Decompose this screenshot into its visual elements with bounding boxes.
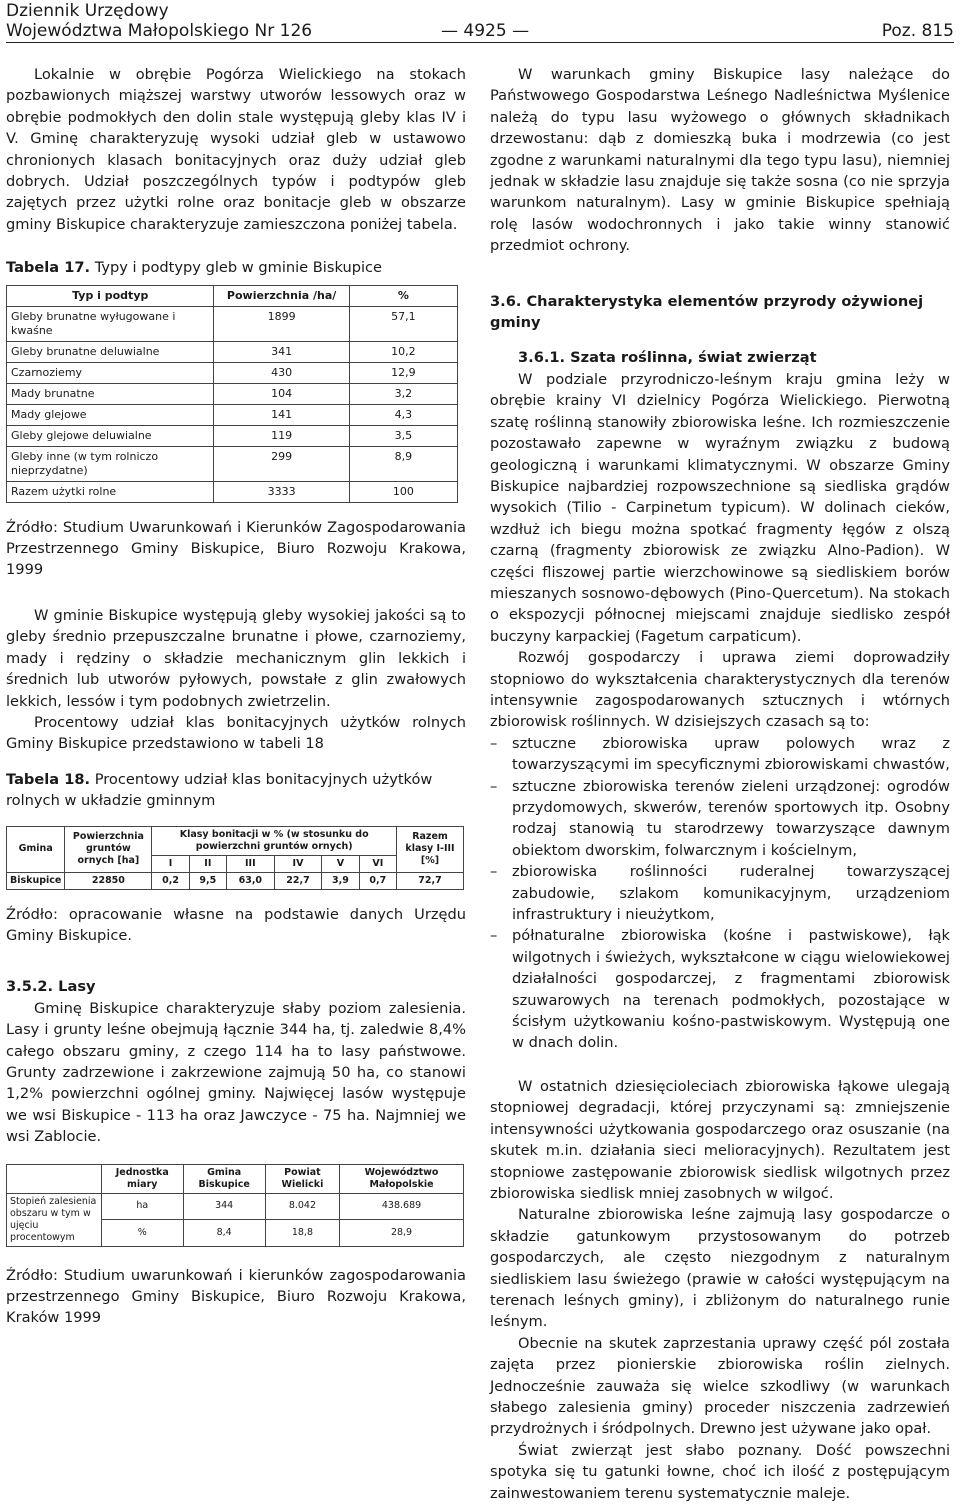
list-item: – sztuczne zbiorowiska upraw polowych wraz z towarzyszącymi im specyficznymi zbiorowiskami chwastów, [490,733,950,776]
column-header: Typ i podtyp [7,285,214,306]
table-row [7,341,458,362]
cell: 430 [214,362,349,383]
paragraph: Świat zwierząt jest słabo poznany. Dość powszechni spotyka się tu gatunki łowne, choć ich ilość z postępującym zainwestowaniem terenu systematycznie maleje. [490,1441,950,1502]
cell: 8.042 [265,1193,339,1220]
paragraph: Lokalnie w obrębie Pogórza Wielickiego na stokach pozbawionych miąższej warstwy utworów lessowych oraz w obrębie podmokłych den dolin stale występują gleby klas IV i V. Gminę charakteryzuję wysoki udział gleb w ustawowo chronionych klasach bonitacyjnych oraz duży udział gleb dobrych. Udział poszczególnych typów i podtypów gleb zajętych przez użytki rolne oraz bonitacje gleb w obszarze gminy Biskupice charakteryzuje zamieszczona poniżej tabela. [6,66,466,233]
column-header: Powiat Wielicki [265,1164,339,1193]
paragraph: Naturalne zbiorowiska leśne zajmują lasy gospodarcze o składzie gatunkowym przystosowanym do potrzeb gospodarczych, ale często niezgodnym z naturalnym siedliskiem lasu świeżego (prawie w całości występującym na terenach leśnych gminy), i zbliżonym do naturalnego runie leśnym. [490,1206,950,1331]
cell: 0,7 [359,872,396,889]
cell: 63,0 [227,872,275,889]
forest-cover-table [6,1164,464,1247]
list-item: – półnaturalne zbiorowiska (kośne i pastwiskowe), łąk wilgotnych i świeżych, wykształcone w ciągu wielowiekowej działalności gospodarczej, z fragmentami zbiorowisk szuwarowych na terenach podmokłych, pozostające w ścisłym użytkowaniu kośno-pastwiskowym. Występują one w dnach dolin. [490,925,950,1053]
cell: 1899 [214,306,349,341]
table-row [7,446,458,481]
column-header: Powierzchnia gruntów ornych [ha] [65,826,152,872]
cell: 344 [183,1193,265,1220]
cell: Czarnoziemy [7,362,214,383]
column-header: Klasy bonitacji w % (w stosunku do powierzchni gruntów ornych) [152,826,397,855]
table-row [7,383,458,404]
column-header: Gmina [7,826,65,872]
table-row [7,481,458,502]
cell: Mady glejowe [7,404,214,425]
cell: % [102,1220,184,1247]
cell: 3,2 [349,383,457,404]
cell: 10,2 [349,341,457,362]
table-title: Typy i podtypy gleb w gminie Biskupice [90,259,383,277]
cell: 22850 [65,872,152,889]
table-row [7,404,458,425]
cell: Gleby inne (w tym rolniczo nieprzydatne) [7,446,214,481]
cell: 3333 [214,481,349,502]
cell: 104 [214,383,349,404]
column-header: Jednostka miary [102,1164,184,1193]
cell: Gleby brunatne wyługowane i kwaśne [7,306,214,341]
paragraph: W podziale przyrodniczo-leśnym kraju gmina leży w obrębie krainy VI dzielnicy Pogórza Wielickiego. Pierwotną szatę roślinną stanowiły zbiorowiska leśne. Ich rozmieszczenie pozostawało zapewne w wyraźnym związku z budową geologiczną i warunkami klimatycznymi. W obszarze Gminy Biskupice najbardziej rozpowszechnione są siedliska grądów wysokich (Tilio - Carpinetum typicum). W dolinach cieków, wzdłuż ich biegu można spotkać fragmenty łęgów z olszą czarną (fragmenty zbiorowisk ze związku Alno-Padion). W części fliszowej partie wierzchowinowe są siedliskiem borów mieszanych sosnowo-dębowych (Pino-Quercetum). Na stokach o ekspozycji północnej miejscami znajduje siedlisko zespół buczyny karpackiej (Fagetum carpaticum). [490,370,950,645]
cell: 8,4 [183,1220,265,1247]
cell: 299 [214,446,349,481]
position-number: Poz. 815 [881,21,954,41]
column-header [7,1164,102,1193]
table-label: Tabela 17. [6,259,91,277]
page-number: — 4925 — [441,21,530,41]
cell: 9,5 [189,872,226,889]
column-header: Województwo Małopolskie [340,1164,464,1193]
paragraph: Gminę Biskupice charakteryzuje słaby poziom zalesienia. Lasy i grunty leśne obejmują łącznie 344 ha, tj. zaledwie 8,4% całego obszaru gminy, z czego 114 ha to lasy państwowe. Grunty zadrzewione i zakrzewione zajmują 50 ha, co stanowi 1,2% powierzchni ogólnej gminy. Najwięcej lasów występuje we wsi Biskupice - 113 ha oraz Jawczyce - 75 ha. Najmniej we wsi Zablocie. [6,999,466,1146]
cell: 100 [349,481,457,502]
section-heading: 3.5.2. Lasy [6,978,96,996]
table-row [7,425,458,446]
cell: 3,5 [349,425,457,446]
cell: Razem użytki rolne [7,481,214,502]
cell: 18,8 [265,1220,339,1247]
column-header: V [322,855,359,872]
table-caption [6,257,466,278]
table-row [7,872,464,889]
column-header: % [349,285,457,306]
subsection-heading: 3.6.1. Szata roślinna, świat zwierząt [518,349,817,367]
cell: 57,1 [349,306,457,341]
column-header: Gmina Biskupice [183,1164,265,1193]
cell: 0,2 [152,872,189,889]
vegetation-list [490,733,950,1054]
cell: 141 [214,404,349,425]
cell: Gleby brunatne deluwialne [7,341,214,362]
paragraph: Obecnie na skutek zaprzestania uprawy część pól została zajęta przez pionierskie zbiorowiska roślin zielnych. Jednocześnie zauważa się wielce szkodliwy (w warunkach słabego zalesienia gminy) proceder niszczenia zadrzewień przydrożnych i śródpolnych. Drewno jest używane jako opał. [490,1334,950,1438]
source-note: Źródło: Studium uwarunkowań i kierunków zagospodarowania przestrzennego Gminy Biskupice, Biuro Rozwoju Krakowa, Kraków 1999 [6,1266,466,1327]
column-header: I [152,855,189,872]
column-header: VI [359,855,396,872]
paragraph: Procentowy udział klas bonitacyjnych użytków rolnych Gminy Biskupice przedstawiono w tabeli 18 [6,713,466,753]
paragraph: W gminie Biskupice występują gleby wysokiej jakości są to gleby średnio przepuszczalne brunatne i płowe, czarnoziemy, mady i rędziny o składzie mechanicznym glin lekkich i średnich lub utworów pyłowych, powstałe z glin zwałowych lekkich, lessów i tym podobnych zwietrzelin. [6,606,466,710]
cell: 438.689 [340,1193,464,1220]
paragraph: W ostatnich dziesięcioleciach zbiorowiska łąkowe ulegają stopniowej degradacji, której przyczynami są: zmniejszenie intensywności użytkowania gospodarczego oraz osuszanie (na skutek m.in. działania sieci melioracyjnych). Rezultatem jest stopniowe zastępowanie zbiorowisk siedlisk wilgotnych przez zbiorowiska siedlisk mniej zasobnych w wilgoć. [490,1077,950,1202]
right-column [490,64,950,1504]
paragraph: W warunkach gminy Biskupice lasy należące do Państwowego Gospodarstwa Leśnego Nadleśnictwa Myślenice należą do typu lasu wyżowego o głównych składnikach drzewostanu: dąb z domieszką buka i modrzewia (co jest zgodne z warunkami naturalnymi dla tego typu lasu), niemniej jednak w składzie lasu znajduje się także sosna (co nie sprzyja warunkom naturalnym). Lasy w gminie Biskupice spełniają rolę lasów wodochronnych i jako takie winny stanowić przedmiot ochrony. [490,66,950,255]
cell: 3,9 [322,872,359,889]
list-item: – sztuczne zbiorowiska terenów zieleni urządzonej: ogrodów przydomowych, skwerów, terenów sportowych itp. Osobny rodzaj stanowią tu starodrzewy towarzyszące dawnym obiektom dworskim, folwarcznym i kościelnym, [490,776,950,862]
journal-region: Województwa Małopolskiego Nr 126 [6,21,313,41]
table-row [7,306,458,341]
paragraph: Rozwój gospodarczy i uprawa ziemi doprowadziły stopniowo do wykształcenia charakterystycznych dla terenów intensywnie zagospodarowanych sztucznych i wtórnych zbiorowisk roślinnych. W dzisiejszych czasach są to: [490,649,950,731]
table-row [7,362,458,383]
column-header: Razem klasy I-III [%] [397,826,464,872]
table-label: Tabela 18. [6,770,91,788]
cell: 119 [214,425,349,446]
left-column [6,64,466,1329]
list-item: – zbiorowiska roślinności ruderalnej towarzyszącej zabudowie, szlakom komunikacyjnym, urządzeniom infrastruktury i nieużytkom, [490,861,950,925]
table-row [7,1193,464,1220]
column-header: Powierzchnia /ha/ [214,285,349,306]
cell: 12,9 [349,362,457,383]
source-note: Źródło: Studium Uwarunkowań i Kierunków Zagospodarowania Przestrzennego Gminy Biskupice, Biuro Rozwoju Krakowa, 1999 [6,518,466,579]
cell: Mady brunatne [7,383,214,404]
column-header: II [189,855,226,872]
cell: ha [102,1193,184,1220]
page-header [6,0,954,43]
soil-types-table [6,285,458,503]
cell: 8,9 [349,446,457,481]
cell: 72,7 [397,872,464,889]
bonitation-table [6,826,464,890]
source-note: Źródło: opracowanie własne na podstawie danych Urzędu Gminy Biskupice. [6,905,466,944]
cell: Stopień zalesienia obszaru w tym w ujęciu procentowym [7,1193,102,1246]
journal-title: Dziennik Urzędowy [6,1,169,21]
table-title: Procentowy udział klas bonitacyjnych użytków rolnych w układzie gminnym [6,770,433,810]
cell: 341 [214,341,349,362]
table-caption [6,769,466,812]
section-heading: 3.6. Charakterystyka elementów przyrody ożywionej gminy [490,292,924,332]
cell: Gleby glejowe deluwialne [7,425,214,446]
cell: Biskupice [7,872,65,889]
column-header: III [227,855,275,872]
cell: 22,7 [274,872,322,889]
cell: 4,3 [349,404,457,425]
column-header: IV [274,855,322,872]
cell: 28,9 [340,1220,464,1247]
